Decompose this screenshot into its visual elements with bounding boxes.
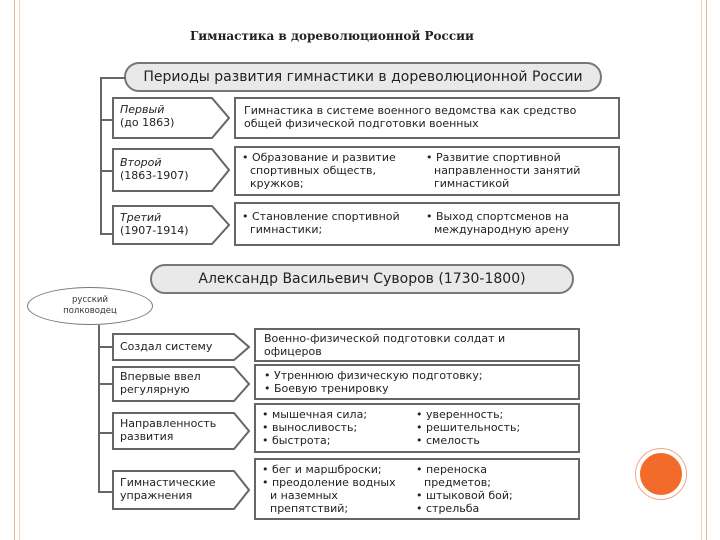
fact-development-direction: Направленность развития <box>112 412 250 450</box>
fact-development-direction-description: • мышечная сила; • выносливость; • быстрота; • уверенность; • решительность; • смелость <box>254 403 580 453</box>
period-name: Третий <box>120 211 162 224</box>
period-third <box>112 205 230 245</box>
fact-gymnastic-exercises-description: • бег и маршброски; • преодоление водных и наземных препятствий; • переноска предметов; • штыковой бой; • стрельба <box>254 458 580 520</box>
page-title: Гимнастика в дореволюционной России <box>190 29 474 43</box>
facts-bracket <box>98 325 110 493</box>
fact-created-system: Создал систему <box>112 333 250 361</box>
period-second-description: • Образование и развитие спортивных обществ, кружков; • Развитие спортивной направленности занятий гимнастикой <box>234 146 620 196</box>
facts-tick-3 <box>98 432 112 434</box>
period-third-description: • Становление спортивной гимнастики; • Выход спортсменов на международную арену <box>234 202 620 246</box>
period-name: Второй <box>120 156 162 169</box>
period-dates: (1863-1907) <box>120 169 189 182</box>
period-first <box>112 97 230 139</box>
period-dates: (1907-1914) <box>120 224 189 237</box>
periods-banner: Периоды развития гимнастики в дореволюционной России <box>124 62 602 92</box>
person-role-ellipse: русский полководец <box>27 287 153 325</box>
fact-created-system-description: Военно-физической подготовки солдат и офицеров <box>254 328 580 362</box>
period-second <box>112 148 230 192</box>
decorative-circle <box>636 449 686 499</box>
person-banner: Александр Васильевич Суворов (1730-1800) <box>150 264 574 294</box>
fact-first-introduced: Впервые ввел регулярную <box>112 366 250 402</box>
facts-tick-1 <box>98 346 112 348</box>
facts-tick-4 <box>98 491 112 493</box>
period-name: Первый <box>120 103 165 116</box>
period-first-description: Гимнастика в системе военного ведомства как средство общей физической подготовки военных <box>234 97 620 139</box>
fact-gymnastic-exercises: Гимнастические упражнения <box>112 470 250 510</box>
facts-tick-2 <box>98 383 112 385</box>
periods-tick-2 <box>100 170 112 172</box>
periods-tick-1 <box>100 119 112 121</box>
period-dates: (до 1863) <box>120 116 175 129</box>
fact-first-introduced-description: • Утреннюю физическую подготовку; • Боевую тренировку <box>254 364 580 400</box>
periods-tick-3 <box>100 233 112 235</box>
